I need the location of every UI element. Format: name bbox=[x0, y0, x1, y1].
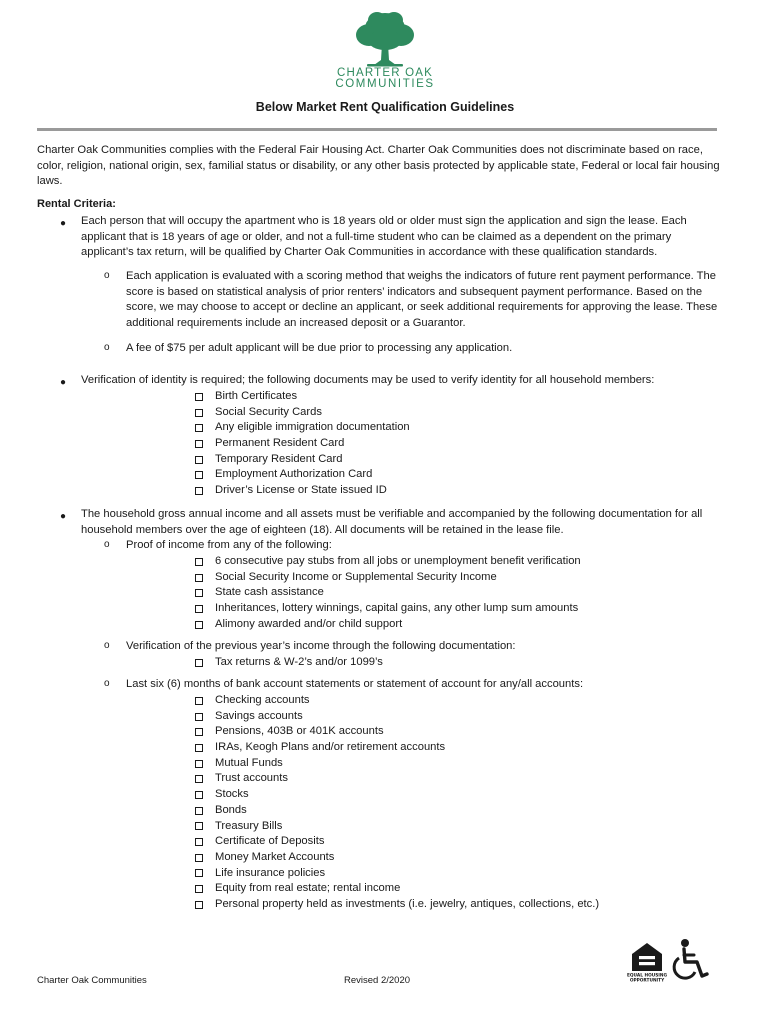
income-document-item-label: Social Security Income or Supplemental Security Income bbox=[215, 570, 497, 583]
checkbox-square-icon bbox=[195, 456, 203, 464]
bank-account-item-label: Life insurance policies bbox=[215, 866, 326, 879]
checkbox-square-icon bbox=[195, 471, 203, 479]
identity-document-item bbox=[195, 405, 410, 421]
bank-account-item bbox=[195, 834, 599, 850]
previous-year-heading: Verification of the previous year’s income through the following documentation: bbox=[126, 640, 516, 652]
checkbox-square-icon bbox=[195, 487, 203, 495]
bank-account-item-label: Savings accounts bbox=[215, 709, 303, 722]
bank-account-item bbox=[195, 724, 599, 740]
checkbox-square-icon bbox=[195, 728, 203, 736]
identity-documents-list bbox=[195, 389, 410, 499]
identity-document-item bbox=[195, 436, 410, 452]
identity-document-item bbox=[195, 420, 410, 436]
bank-account-item bbox=[195, 897, 599, 913]
bank-account-item bbox=[195, 819, 599, 835]
logo-text-line1: CHARTER OAK bbox=[336, 67, 434, 79]
sub-bullet-icon: o bbox=[104, 640, 110, 651]
document-title: Below Market Rent Qualification Guidelines bbox=[255, 100, 515, 114]
bank-account-item-label: Personal property held as investments (i.e. jewelry, antiques, collections, etc.) bbox=[215, 897, 600, 910]
checkbox-square-icon bbox=[195, 697, 203, 705]
previous-year-document-item bbox=[195, 655, 383, 671]
eho-text-line1: EQUAL HOUSING bbox=[626, 973, 668, 979]
bank-account-item-label: Bonds bbox=[215, 803, 247, 816]
identity-document-item-label: Driver’s License or State issued ID bbox=[215, 484, 387, 497]
checkbox-square-icon bbox=[195, 409, 203, 417]
previous-year-documents-list bbox=[195, 655, 383, 671]
bank-account-item-label: Stocks bbox=[215, 788, 249, 801]
checkbox-square-icon bbox=[195, 713, 203, 721]
income-document-item-label: State cash assistance bbox=[215, 586, 324, 599]
identity-document-item-label: Employment Authorization Card bbox=[215, 468, 373, 481]
identity-document-item bbox=[195, 389, 410, 405]
bank-account-item-label: Money Market Accounts bbox=[215, 850, 335, 863]
title-divider bbox=[37, 128, 717, 131]
identity-document-item-label: Permanent Resident Card bbox=[215, 437, 345, 450]
income-document-item bbox=[195, 585, 581, 601]
bank-account-item bbox=[195, 709, 599, 725]
bullet-icon: ● bbox=[60, 511, 67, 522]
sub-bullet-icon: o bbox=[104, 539, 110, 550]
checkbox-square-icon bbox=[195, 901, 203, 909]
criterion-scoring: Each application is evaluated with a scoring method that weighs the indicators of future rent payment performance. The score is based on statistical analysis of prior renters’ indicators and subsequent payment performance. Based on the score, we may choose to accept or decline an applicant, or seek additional requirements for approving the lease. These additional requirements include an increased deposit or a Guarantor. bbox=[126, 270, 718, 330]
income-document-item bbox=[195, 570, 581, 586]
intro-paragraph: Charter Oak Communities complies with the Federal Fair Housing Act. Charter Oak Communities does not discriminate based on race, color, religion, national origin, sex, familial status or disability, or any other basis protected by applicable state, Federal or local fair housing laws. bbox=[37, 144, 720, 188]
bank-account-item bbox=[195, 756, 599, 772]
previous-year-document-item-label: Tax returns & W-2’s and/or 1099’s bbox=[215, 656, 383, 668]
bullet-icon: ● bbox=[60, 218, 67, 229]
sub-bullet-icon: o bbox=[104, 270, 110, 281]
footer-revision: Revised 2/2020 bbox=[344, 975, 411, 986]
criterion-income-assets: The household gross annual income and all assets must be verifiable and accompanied by the following documentation for all household members over the age of eighteen (18). All documents will be retained in the lease file. bbox=[81, 508, 703, 536]
checkbox-square-icon bbox=[195, 775, 203, 783]
bank-account-item bbox=[195, 740, 599, 756]
wheelchair-accessible-icon bbox=[672, 938, 714, 982]
bank-account-item-label: Checking accounts bbox=[215, 694, 310, 706]
checkbox-square-icon bbox=[195, 885, 203, 893]
checkbox-square-icon bbox=[195, 440, 203, 448]
eho-text-line2: OPPORTUNITY bbox=[629, 978, 665, 984]
bank-account-item bbox=[195, 771, 599, 787]
bullet-icon: ● bbox=[60, 377, 67, 388]
bank-accounts-list bbox=[195, 693, 599, 913]
checkbox-square-icon bbox=[195, 760, 203, 768]
checkbox-square-icon bbox=[195, 807, 203, 815]
bank-account-item-label: Certificate of Deposits bbox=[215, 835, 325, 848]
income-document-item-label: Inheritances, lottery winnings, capital gains, any other lump sum amounts bbox=[215, 602, 579, 615]
identity-document-item-label: Birth Certificates bbox=[215, 390, 298, 402]
bank-account-item bbox=[195, 850, 599, 866]
criterion-identity: Verification of identity is required; the following documents may be used to verify identity for all household members: bbox=[81, 374, 655, 386]
bank-account-item-label: Treasury Bills bbox=[215, 819, 283, 832]
checkbox-square-icon bbox=[195, 854, 203, 862]
checkbox-square-icon bbox=[195, 822, 203, 830]
bank-account-item bbox=[195, 881, 599, 897]
identity-document-item bbox=[195, 452, 410, 468]
proof-of-income-heading: Proof of income from any of the following: bbox=[126, 539, 332, 551]
charter-oak-logo bbox=[330, 10, 440, 96]
checkbox-square-icon bbox=[195, 558, 203, 566]
checkbox-square-icon bbox=[195, 605, 203, 613]
checkbox-square-icon bbox=[195, 393, 203, 401]
bank-account-item-label: Mutual Funds bbox=[215, 756, 283, 769]
bank-account-item bbox=[195, 693, 599, 709]
income-document-item bbox=[195, 554, 581, 570]
sub-bullet-icon: o bbox=[104, 678, 110, 689]
checkbox-square-icon bbox=[195, 621, 203, 629]
income-document-item bbox=[195, 617, 581, 633]
income-documents-list bbox=[195, 554, 581, 632]
checkbox-square-icon bbox=[195, 838, 203, 846]
bank-account-item bbox=[195, 787, 599, 803]
sub-bullet-icon: o bbox=[104, 342, 110, 353]
bank-account-item-label: Pensions, 403B or 401K accounts bbox=[215, 725, 384, 738]
checkbox-square-icon bbox=[195, 574, 203, 582]
checkbox-square-icon bbox=[195, 659, 203, 667]
checkbox-square-icon bbox=[195, 589, 203, 597]
bank-account-item-label: Trust accounts bbox=[215, 772, 288, 785]
rental-criteria-heading: Rental Criteria: bbox=[37, 198, 116, 210]
bank-account-item-label: Equity from real estate; rental income bbox=[215, 882, 401, 895]
footer-organization: Charter Oak Communities bbox=[37, 975, 147, 986]
identity-document-item-label: Social Security Cards bbox=[215, 405, 322, 418]
bank-statements-heading: Last six (6) months of bank account statements or statement of account for any/all accounts: bbox=[126, 678, 584, 690]
income-document-item-label: 6 consecutive pay stubs from all jobs or unemployment benefit verification bbox=[215, 555, 581, 567]
bank-account-item bbox=[195, 866, 599, 882]
checkbox-square-icon bbox=[195, 869, 203, 877]
checkbox-square-icon bbox=[195, 744, 203, 752]
identity-document-item bbox=[195, 467, 410, 483]
bank-account-item bbox=[195, 803, 599, 819]
criterion-fee: A fee of $75 per adult applicant will be due prior to processing any application. bbox=[126, 342, 513, 354]
oak-tree-icon bbox=[353, 10, 417, 68]
equal-housing-opportunity-icon bbox=[626, 940, 668, 984]
identity-document-item-label: Any eligible immigration documentation bbox=[215, 421, 410, 434]
checkbox-square-icon bbox=[195, 424, 203, 432]
identity-document-item bbox=[195, 483, 410, 499]
income-document-item-label: Alimony awarded and/or child support bbox=[215, 617, 403, 630]
income-document-item bbox=[195, 601, 581, 617]
logo-text-line2: COMMUNITIES bbox=[335, 78, 435, 90]
bank-account-item-label: IRAs, Keogh Plans and/or retirement accounts bbox=[215, 741, 446, 754]
identity-document-item-label: Temporary Resident Card bbox=[215, 452, 343, 465]
criterion-occupants: Each person that will occupy the apartment who is 18 years old or older must sign the application and sign the lease. Each applicant that is 18 years of age or older, and not a full-time student who can be claimed as a dependent on the primary applicant’s tax return, will be qualified by Charter Oak Communities in accordance with these qualification standards. bbox=[81, 215, 687, 259]
checkbox-square-icon bbox=[195, 791, 203, 799]
